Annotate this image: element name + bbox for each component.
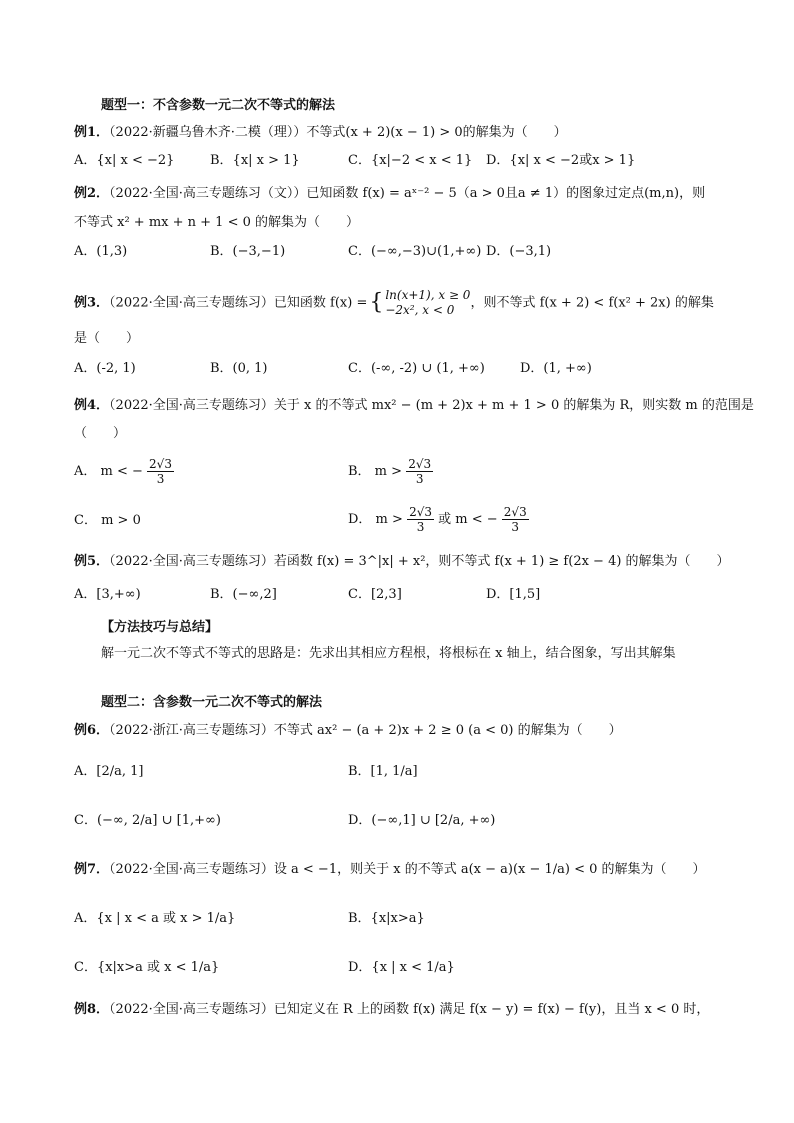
example-7-option-a: A．{x | x < a 或 x > 1/a} — [74, 911, 236, 926]
example-1-text: （2022·新疆乌鲁木齐·二模（理））不等式(x + 2)(x − 1) > 0的解集为（ ） — [109, 125, 567, 140]
example-4-option-c: C． m > 0 — [74, 513, 141, 528]
example-7-question — [74, 861, 706, 879]
piecewise-brace: { — [369, 290, 384, 315]
example-2-question-line1 — [74, 185, 705, 203]
fraction-denominator: 3 — [415, 472, 424, 486]
fraction-2root3-over-3 — [406, 457, 433, 486]
example-4-option-d-prefix: D． m > — [348, 512, 403, 527]
example-7-label: 例7． — [74, 862, 110, 877]
fraction-numerator: 2√3 — [409, 505, 432, 519]
fraction-2root3-over-3 — [502, 505, 529, 534]
example-1-option-a: A．{x| x < −2} — [74, 153, 175, 168]
example-6-option-b: B．[1, 1/a] — [348, 764, 418, 779]
method-summary-text: 解一元二次不等式不等式的思路是：先求出其相应方程根，将根标在 x 轴上，结合图象，写出其解集 — [101, 646, 676, 661]
example-7-text: （2022·全国·高三专题练习）设 a < −1，则关于 x 的不等式 a(x − a)(x − 1/a) < 0 的解集为（ ） — [109, 862, 706, 877]
piecewise-case-1: ln(x+1), x ≥ 0 — [385, 288, 471, 302]
example-5-option-b: B．(−∞,2] — [210, 587, 277, 602]
example-8-label: 例8． — [74, 1002, 110, 1017]
fraction-denominator: 3 — [416, 520, 425, 534]
section-heading-type1: 题型一：不含参数一元二次不等式的解法 — [101, 98, 336, 113]
example-1-option-c: C．{x|−2 < x < 1} — [348, 153, 473, 168]
example-2-text1: （2022·全国·高三专题练习（文））已知函数 f(x) = aˣ⁻² − 5（a > 0且a ≠ 1）的图象过定点(m,n)，则 — [109, 186, 706, 201]
example-4-question-line2: （ ） — [74, 426, 127, 441]
example-4-label: 例4． — [74, 398, 110, 413]
example-8-question — [74, 1001, 709, 1019]
example-4-option-b — [348, 457, 433, 486]
fraction-2root3-over-3 — [407, 505, 434, 534]
example-2-option-c: C．(−∞,−3)∪(1,+∞) — [348, 244, 482, 259]
example-4-option-d-mid: 或 m < − — [438, 512, 498, 527]
example-3-option-b: B．(0, 1) — [210, 361, 268, 376]
example-6-text: （2022·浙江·高三专题练习）不等式 ax² − (a + 2)x + 2 ≥ 0 (a < 0) 的解集为（ ） — [109, 723, 622, 738]
example-2-option-b: B．(−3,−1) — [210, 244, 286, 259]
example-6-question — [74, 722, 622, 740]
example-5-question — [74, 553, 730, 571]
example-7-option-d: D．{x | x < 1/a} — [348, 960, 455, 975]
example-7-option-b: B．{x|x>a} — [348, 911, 425, 926]
example-3-text1a: （2022·全国·高三专题练习）已知函数 f(x) = — [109, 295, 368, 311]
example-7-option-c: C．{x|x>a 或 x < 1/a} — [74, 960, 220, 975]
example-5-option-d: D．[1,5] — [486, 587, 541, 602]
example-4-question-line1 — [74, 397, 754, 415]
fraction-numerator: 2√3 — [408, 457, 432, 471]
example-2-question-line2: 不等式 x² + mx + n + 1 < 0 的解集为（ ） — [74, 215, 360, 230]
example-3-option-c: C．(-∞, -2) ∪ (1, +∞) — [348, 361, 485, 376]
example-4-option-d — [348, 505, 529, 534]
piecewise-case-2: −2x², x < 0 — [385, 303, 455, 317]
section-heading-type2: 题型二：含参数一元二次不等式的解法 — [101, 695, 323, 710]
example-4-option-a — [74, 457, 174, 486]
example-5-option-c: C．[2,3] — [348, 587, 402, 602]
example-4-option-b-prefix: B． m > — [348, 464, 403, 479]
example-3-label: 例3． — [74, 295, 110, 311]
example-3-option-a: A．(-2, 1) — [74, 361, 136, 376]
example-3-text1b: ，则不等式 f(x + 2) < f(x² + 2x) 的解集 — [470, 295, 714, 311]
example-3-question-line2: 是（ ） — [74, 331, 140, 346]
example-4-text1: （2022·全国·高三专题练习）关于 x 的不等式 mx² − (m + 2)x + m + 1 > 0 的解集为 R，则实数 m 的范围是 — [109, 398, 754, 413]
example-6-option-a: A．[2/a, 1] — [74, 764, 144, 779]
example-5-label: 例5． — [74, 554, 110, 569]
example-6-option-c: C．(−∞, 2/a] ∪ [1,+∞) — [74, 813, 221, 828]
example-5-option-a: A．[3,+∞) — [74, 587, 141, 602]
example-3-question-line1 — [74, 288, 714, 318]
example-5-text: （2022·全国·高三专题练习）若函数 f(x) = 3^|x| + x²，则不等式 f(x + 1) ≥ f(2x − 4) 的解集为（ ） — [109, 554, 730, 569]
example-2-label: 例2． — [74, 186, 110, 201]
example-4-option-a-prefix: A． m < − — [74, 464, 143, 479]
example-3-option-d: D．(1, +∞) — [520, 361, 592, 376]
fraction-denominator: 3 — [511, 520, 520, 534]
fraction-numerator: 2√3 — [149, 457, 172, 471]
example-1-option-b: B．{x| x > 1} — [210, 153, 300, 168]
example-8-text: （2022·全国·高三专题练习）已知定义在 R 上的函数 f(x) 满足 f(x − y) = f(x) − f(y)，且当 x < 0 时， — [109, 1002, 710, 1017]
example-1-option-d: D．{x| x < −2或x > 1} — [486, 153, 636, 168]
method-summary-title: 【方法技巧与总结】 — [101, 620, 219, 635]
example-6-option-d: D．(−∞,1] ∪ [2/a, +∞) — [348, 813, 496, 828]
example-6-label: 例6． — [74, 723, 110, 738]
example-1-question — [74, 124, 567, 142]
example-1-label: 例1． — [74, 125, 110, 140]
example-2-option-a: A．(1,3) — [74, 244, 128, 259]
piecewise-cases — [385, 288, 470, 318]
fraction-2root3-over-3 — [147, 457, 174, 486]
fraction-numerator: 2√3 — [503, 505, 527, 519]
fraction-denominator: 3 — [156, 472, 165, 486]
example-2-option-d: D．(−3,1) — [486, 244, 552, 259]
